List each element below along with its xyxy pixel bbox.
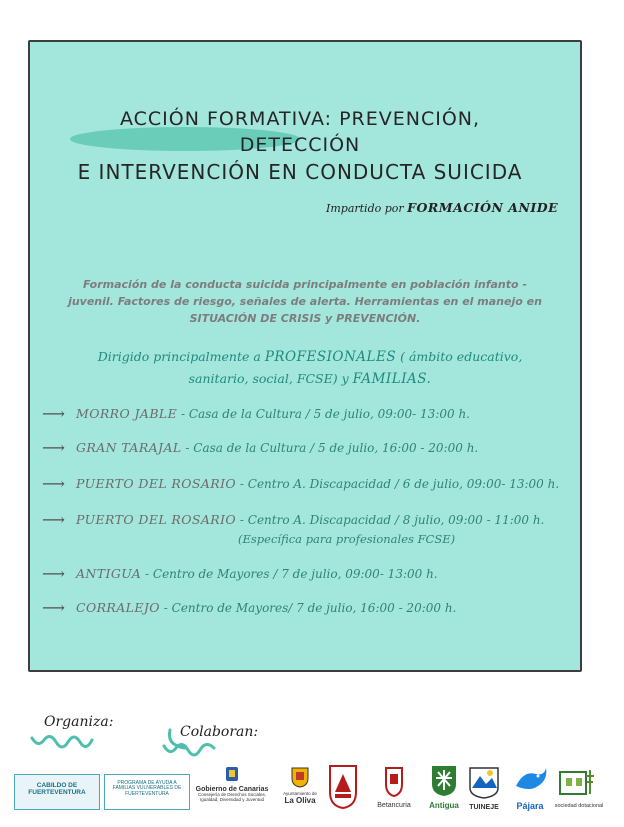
cabildo-logo-text: CABILDO DE FUERTEVENTURA [28,782,86,796]
session-note: (Específica para profesionales FCSE) [238,532,456,546]
title-line-3: E INTERVENCIÓN EN CONDUCTA SUICIDA [77,160,523,184]
session-item [42,510,574,530]
impartido-prefix: Impartido por [326,202,404,215]
pajara-logo [508,764,552,814]
tuineje-logo [464,762,504,814]
gobierno-sub: Consejería de Derechos Sociales, Igualdad, Diversidad y Juventud [197,792,267,803]
session-item [42,474,574,494]
description-line-1: Formación de la conducta suicida principalmente en población infanto - [83,278,527,291]
tuineje-name: TUINEJE [469,804,499,811]
audience-profesionales: PROFESIONALES [264,349,397,365]
sociedad-dotacional-logo [552,762,606,814]
audience-text-1c: ( ámbito educativo, [400,349,523,364]
bird-icon [508,764,552,798]
impartido-line [326,200,558,215]
title-line-2: DETECCIÓN [239,134,361,156]
audience-text-2a: sanitario, social, FCSE) y [188,371,349,386]
la-oliva-top: Ayuntamiento de [283,791,317,796]
arrow-right-icon: ⟶ [42,564,65,583]
programa-logo-text: PROGRAMA DE AYUDA A FAMILIAS VULNERABLES DE FUERTEVENTURA [112,780,182,797]
session-item [42,404,574,424]
programa-logo [104,774,190,810]
session-detail: - Centro A. Discapacidad / 8 julio, 09:00 - 11:00 h. [236,513,545,527]
session-place: PUERTO DEL ROSARIO [76,476,237,491]
session-item [42,438,574,458]
title-line-1: ACCIÓN FORMATIVA: PREVENCIÓN, [119,108,481,130]
session-place: MORRO JABLE [76,406,178,421]
impartido-org: FORMACIÓN ANIDE [407,200,559,215]
antigua-logo [422,762,466,814]
session-detail: - Centro de Mayores/ 7 de julio, 16:00 - 20:00 h. [159,601,457,615]
puerto-del-rosario-logo [326,762,360,814]
coat-of-arms-icon [190,766,274,782]
antigua-name: Antigua [429,801,459,810]
session-item [42,598,574,618]
crest-icon [422,762,466,798]
description-line-3: SITUACIÓN DE CRISIS y PREVENCIÓN. [189,312,421,325]
audience-text-1a: Dirigido principalmente a [97,349,261,364]
arrow-right-icon: ⟶ [42,438,65,457]
la-oliva-name: La Oliva [284,795,316,805]
arrow-right-icon: ⟶ [42,598,65,617]
wave-squiggle-icon [30,734,100,752]
arrow-right-icon: ⟶ [42,510,65,529]
session-place: GRAN TARAJAL [76,440,182,455]
mountain-icon [464,762,504,800]
session-place: ANTIGUA [76,566,142,581]
organiza-label: Organiza: [44,714,114,730]
description [60,276,550,327]
session-place: CORRALEJO [76,600,160,615]
session-detail: - Casa de la Cultura / 5 de julio, 09:00- 13:00 h. [177,407,470,421]
audience-familias: FAMILIAS. [352,371,432,387]
session-item [42,564,574,584]
session-place: PUERTO DEL ROSARIO [76,512,237,527]
gobierno-title: Gobierno de Canarias [195,786,269,793]
session-detail: - Centro A. Discapacidad / 6 de julio, 09:00- 13:00 h. [236,477,560,491]
betancuria-name: Betancuria [377,802,411,809]
sociedad-name: sociedad dotacional [554,803,604,809]
crest-icon [368,764,420,798]
pajara-name: Pájara [516,801,544,811]
description-line-2: juvenil. Factores de riesgo, señales de alerta. Herramientas en el manejo en [68,295,542,308]
audience [70,346,550,390]
session-detail: - Casa de la Cultura / 5 de julio, 16:00 - 20:00 h. [181,441,479,455]
gobierno-canarias-logo [190,766,274,816]
shield-icon [280,766,320,788]
arrow-right-icon: ⟶ [42,404,65,423]
cabildo-logo [14,774,100,810]
crest-icon [326,762,360,810]
session-detail: - Centro de Mayores / 7 de julio, 09:00- 13:00 h. [141,567,438,581]
wave-squiggle-icon [162,742,222,758]
arrow-right-icon: ⟶ [42,474,65,493]
colaboran-label: Colaboran: [180,724,259,740]
betancuria-logo [368,764,420,814]
la-oliva-logo [280,766,320,816]
building-icon [552,762,606,800]
